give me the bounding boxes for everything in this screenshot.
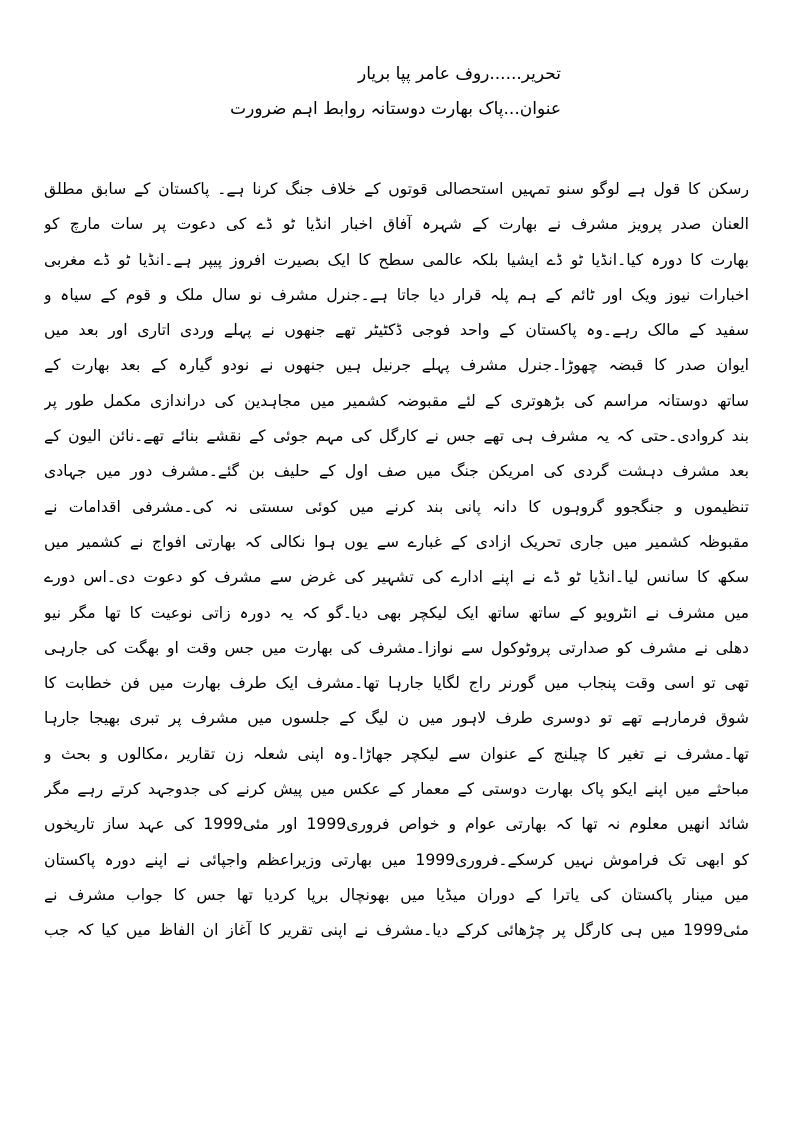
body-line: شائد انھیں معلوم نہ تھا کہ بھارتی عوام و خواص فروری1999 اور مئی1999 کی عہد ساز تاریخوں (44, 815, 749, 834)
subject-line: عنوان...پاک بھارت دوستانہ روابط اہم ضرورت (230, 99, 561, 119)
body-line: العنان صدر پرویز مشرف نے بھارت کے شہرہ آفاق اخبار انڈیا ٹو ڈے کی دعوت پر سات مارچ کو (44, 215, 749, 234)
body-line: کو ابھی تک فراموش نہیں کرسکے۔فروری1999 میں بھارتی وزیراعظم واجپائی نے اپنے دورہ پاکستان (44, 850, 749, 869)
body-line: تنظیموں و جنگجوو گروہوں کا دانہ پانی بند کرنے میں کوئی سستی نہ کی۔مشرفی اقدامات نے (44, 497, 749, 516)
body-line: بند کروادی۔حتی کہ یہ مشرف ہی تھے جس نے کارگل کی مہم جوئی کے نقشے بنائے تھے۔نائن الیون کے (44, 427, 749, 446)
body-line: ایوان صدر کا قبضہ چھوڑا۔جنرل مشرف پہلے جرنیل ہیں جنھوں نے نودو گیارہ کے بعد بھارت کے (44, 356, 749, 375)
body-line: تھی تو اسی وقت پنجاب میں گورنر راج لگایا جارہا تھا۔مشرف ایک طرف بھارت میں فن خطابت کا (44, 674, 749, 693)
body-line: تھا۔مشرف نے تغیر کا چیلنج کے عنوان سے لیکچر جھاڑا۔وہ اپنی شعلہ زن تقاریر ،مکالوں و بحث و (44, 744, 749, 763)
body-line: رسکن کا قول ہے لوگو سنو تمہیں استحصالی قوتوں کے خلاف جنگ کرنا ہے۔ پاکستان کے سابق مطلق (44, 180, 749, 198)
body-line: میں مشرف نے انٹرویو کے ساتھ ساتھ ایک لیکچر بھی دیا۔گو کہ یہ دورہ زاتی نوعیت کا تھا مگر نیو (44, 603, 749, 622)
body-line: ساتھ دوستانہ مراسم کی بڑھوتری کے لئے مقبوضہ کشمیر میں مجاہدین کی دراندازی مکمل طور پر (44, 391, 749, 410)
body-line: مباحثے میں اپنے ایکو پاک بھارت دوستی کے معمار کے عکس میں پیش کرنے کی جدوجہد کرتے رہے مگر (44, 780, 749, 799)
body-line: سکھ کا سانس لیا۔انڈیا ٹو ڈے نے اپنے ادارے کی تشہیر کی غرض سے مشرف کو دعوت دی۔اس دورے (44, 568, 749, 587)
article-body (44, 174, 749, 951)
body-line: مقبوظہ کشمیر میں جاری تحریک ازادی کے غبارے سے یوں ہوا نکالی کہ بھارتی افواج نے کشمیر میں (44, 532, 749, 551)
author-line: تحریر......روف عامر پپا بریار (358, 64, 561, 84)
body-line: مئی1999 میں ہی کارگل پر چڑھائی کرکے دیا۔مشرف نے اپنی تقریر کا آغاز ان الفاظ میں کیا کہ جب (44, 921, 749, 940)
body-line: میں مینار پاکستان کی یاترا کے دوران میڈیا میں بھونچال برپا کردیا تھا جس کا جواب مشرف نے (44, 885, 749, 904)
body-line: شوق فرمارہے تھے تو دوسری طرف لاہور میں ن لیگ کے جلسوں میں مشرف پر تبری بھیجا جارہا (44, 709, 749, 728)
body-line: سفید کے مالک رہے۔وہ پاکستان کے واحد فوجی ڈکٹیٹر تھے جنھوں نے پہلے وردی اتاری اور بعد میں (44, 321, 749, 340)
body-line: بعد مشرف دہشت گردی کی امریکن جنگ میں صف اول کے حلیف بن گئے۔مشرف دور میں جہادی (44, 462, 749, 481)
body-line: بھارت کا دورہ کیا۔انڈیا ٹو ڈے ایشیا بلکہ عالمی سطح کا ایک بصیرت افروز پیپر ہے۔انڈیا ٹو ڈے مغربی (44, 250, 749, 269)
body-line: اخبارات نیوز ویک اور ٹائم کے ہم پلہ قرار دیا جاتا ہے۔جنرل مشرف نو سال ملک و قوم کے سیاہ و (44, 285, 749, 304)
body-line: دھلی نے مشرف کو صدارتی پروٹوکول سے نوازا۔مشرف کی بھارت میں جس وقت او بھگت کی جارہی (44, 638, 749, 657)
